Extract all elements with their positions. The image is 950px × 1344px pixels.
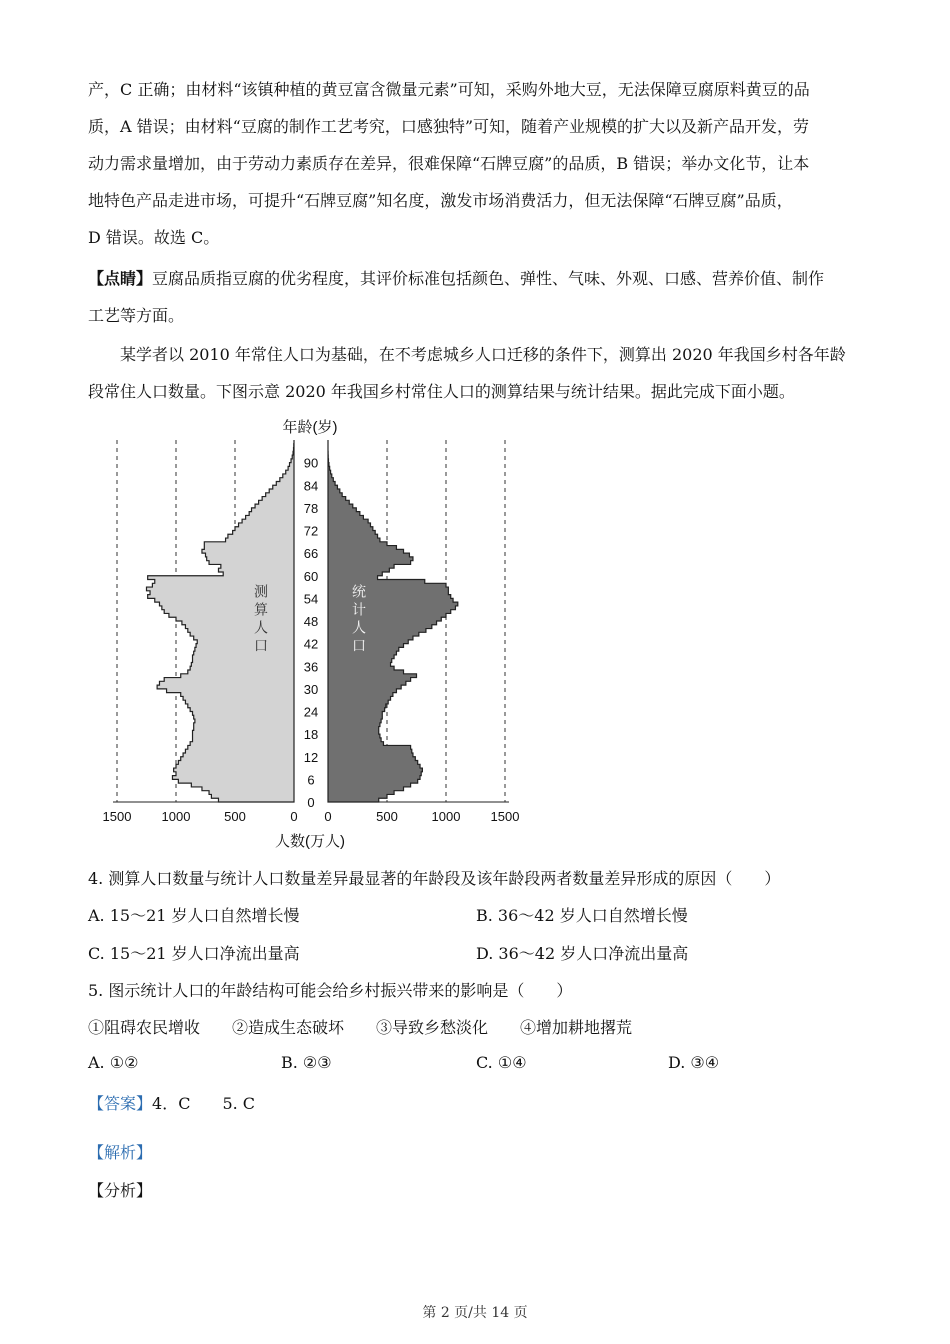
left-series-shape bbox=[147, 440, 295, 802]
explanation-paragraph bbox=[88, 71, 868, 256]
y-tick-label: 24 bbox=[303, 704, 319, 720]
y-tick-label: 48 bbox=[303, 614, 319, 629]
y-tick-label: 72 bbox=[303, 523, 319, 539]
y-tick-labels bbox=[304, 456, 318, 810]
y-tick-label: 60 bbox=[303, 568, 319, 584]
q4-option-a[interactable]: A. 15～21 岁人口自然增长慢 bbox=[88, 906, 300, 925]
population-pyramid-chart bbox=[90, 410, 540, 860]
x-tick-label-left: 1500 bbox=[102, 809, 132, 824]
x-tick-label-left: 0 bbox=[290, 809, 298, 824]
q4-option-c[interactable]: C. 15～21 岁人口净流出量高 bbox=[88, 944, 300, 963]
y-tick-label: 0 bbox=[307, 795, 315, 810]
x-tick-label-left: 500 bbox=[224, 809, 246, 824]
y-tick-label: 90 bbox=[303, 455, 319, 471]
right-series-shape bbox=[328, 440, 458, 802]
x-axis-label: 人数(万人) bbox=[275, 833, 345, 850]
y-tick-label: 30 bbox=[303, 681, 319, 697]
x-tick-label-right: 500 bbox=[376, 809, 398, 824]
explanation-line: 地特色产品走进市场，可提升“石牌豆腐”知名度，激发市场消费活力，但无法保障“石牌豆腐”品质， bbox=[88, 191, 793, 210]
tip-line: 工艺等方面。 bbox=[88, 306, 185, 325]
y-tick-label: 42 bbox=[303, 636, 319, 652]
tip-paragraph bbox=[88, 260, 868, 334]
y-tick-label: 84 bbox=[303, 478, 319, 494]
q5-option-b[interactable]: B. ②③ bbox=[281, 1053, 332, 1072]
x-tick-label-right: 1000 bbox=[431, 809, 461, 824]
y-tick-label: 36 bbox=[303, 659, 319, 675]
explanation-line: 动力需求量增加，由于劳动力素质存在差异，很难保障“石牌豆腐”的品质，B 错误；举办文化节，让本 bbox=[88, 154, 810, 173]
explanation-line: 质，A 错误；由材料“豆腐的制作工艺考究，口感独特”可知，随着产业规模的扩大以及新产品开发，劳 bbox=[88, 117, 810, 136]
estimated-population-area bbox=[147, 440, 295, 802]
answer-label: 【答案】 bbox=[88, 1094, 153, 1113]
x-tick-label-right: 1500 bbox=[490, 809, 520, 824]
q4-option-d[interactable]: D. 36～42 岁人口净流出量高 bbox=[476, 944, 689, 963]
page-footer: 第 2 页/共 14 页 bbox=[422, 1305, 528, 1321]
explanation-line: D 错误。故选 C。 bbox=[88, 228, 220, 247]
q5-option-d[interactable]: D. ③④ bbox=[668, 1053, 720, 1072]
q5-option-c[interactable]: C. ①④ bbox=[476, 1053, 527, 1072]
analysis-label: 【解析】 bbox=[88, 1143, 153, 1162]
q4-option-b[interactable]: B. 36～42 岁人口自然增长慢 bbox=[476, 906, 688, 925]
tip-line: 【点睛】豆腐品质指豆腐的优劣程度，其评价标准包括颜色、弹性、气味、外观、口感、营养价值、制作 bbox=[88, 269, 825, 288]
q5-statements: ①阻碍农民增收 ②造成生态破坏 ③导致乡愁淡化 ④增加耕地撂荒 bbox=[88, 1018, 633, 1037]
intro-line: 某学者以 2010 年常住人口为基础，在不考虑城乡人口迁移的条件下，测算出 2020 年我国乡村各年龄 bbox=[120, 345, 846, 364]
answer-text: 4．C 5. C bbox=[152, 1094, 256, 1113]
left-series-label: 测算人口 bbox=[253, 584, 269, 656]
intro-paragraph bbox=[88, 336, 868, 410]
x-tick-label-right: 0 bbox=[324, 809, 332, 824]
x-tick-label-left: 1000 bbox=[161, 809, 191, 824]
explanation-line: 产，C 正确；由材料“该镇种植的黄豆富含微量元素”可知，采购外地大豆，无法保障豆腐原料黄豆的品 bbox=[88, 80, 810, 99]
q5-option-a[interactable]: A. ①② bbox=[88, 1053, 139, 1072]
analysis2-label: 【分析】 bbox=[88, 1181, 153, 1200]
y-tick-label: 66 bbox=[303, 546, 319, 562]
y-tick-label: 78 bbox=[303, 500, 319, 516]
y-axis-label: 年龄(岁) bbox=[282, 419, 338, 436]
right-series-label: 统计人口 bbox=[351, 584, 367, 656]
y-tick-label: 18 bbox=[303, 727, 319, 743]
y-tick-label: 12 bbox=[303, 749, 319, 765]
tip-label: 【点睛】 bbox=[88, 269, 153, 288]
question-5-stem: 5. 图示统计人口的年龄结构可能会给乡村振兴带来的影响是（ ） bbox=[88, 981, 573, 1000]
intro-line: 段常住人口数量。下图示意 2020 年我国乡村常住人口的测算结果与统计结果。据此完成下面小题。 bbox=[88, 382, 795, 401]
answer-line bbox=[88, 1091, 255, 1114]
y-tick-label: 54 bbox=[303, 591, 319, 607]
statistical-population-area bbox=[328, 440, 458, 802]
question-4-stem: 4. 测算人口数量与统计人口数量差异最显著的年龄段及该年龄段两者数量差异形成的原因（ ） bbox=[88, 869, 781, 888]
x-tick-labels bbox=[103, 809, 520, 824]
y-tick-label: 6 bbox=[307, 772, 315, 788]
